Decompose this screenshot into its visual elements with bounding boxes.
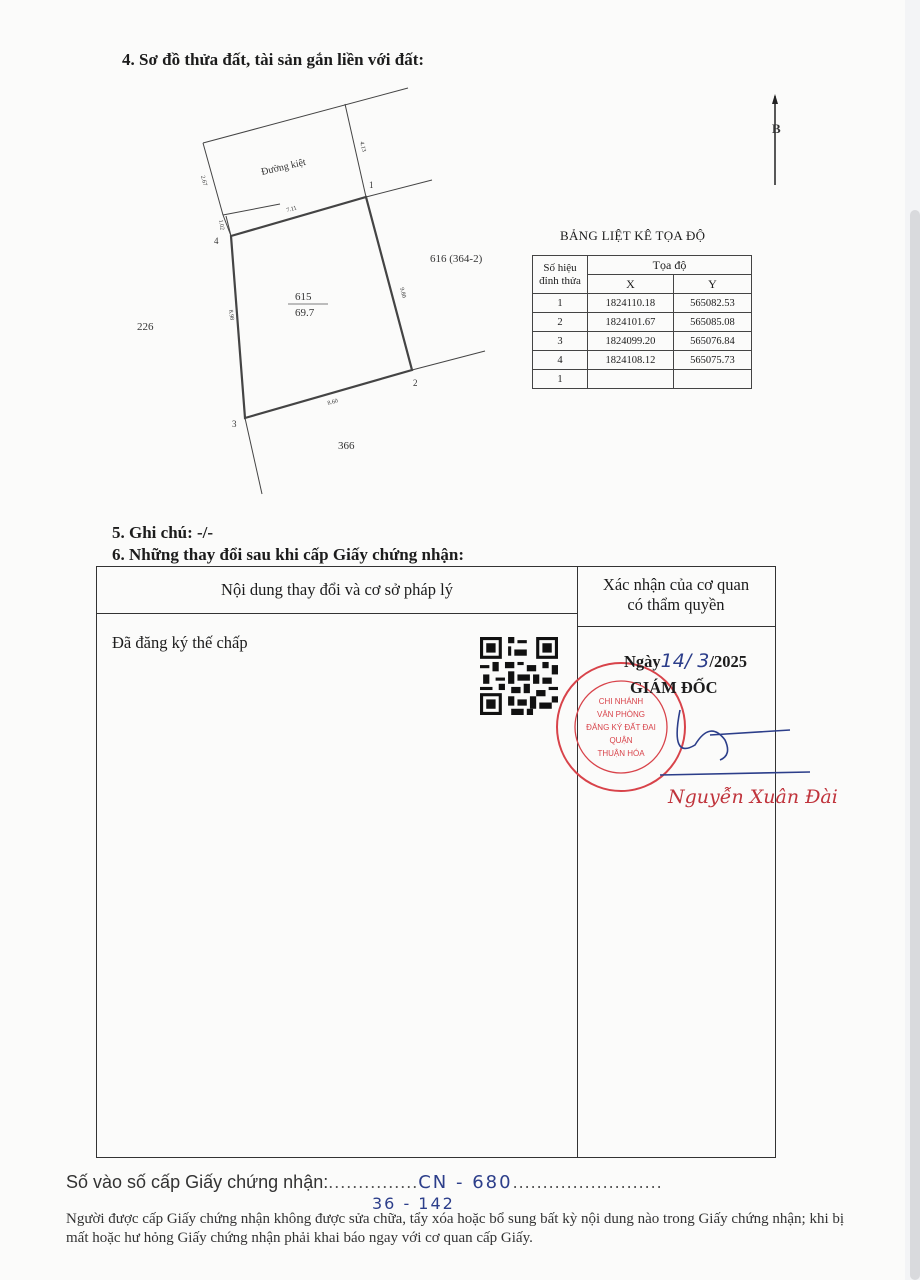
- vertex-3-label: 3: [232, 419, 237, 429]
- neighbor-boundary-se: [412, 351, 485, 370]
- changes-col2-header: [577, 567, 775, 627]
- section-6-title: 6. Những thay đổi sau khi cấp Giấy chứng nhận:: [112, 545, 465, 564]
- coord-x: 1824099.20: [588, 332, 674, 351]
- coord-y: 565085.08: [673, 313, 751, 332]
- coord-col-y: Y: [673, 275, 751, 294]
- register-value: CN - 680: [418, 1172, 513, 1193]
- edge-bottom-length: 8.60: [326, 398, 339, 407]
- edge-left-length: 8.98: [227, 309, 235, 321]
- stamp-line-5: THUẬN HÓA: [597, 749, 645, 758]
- coord-y: 565076.84: [673, 332, 751, 351]
- stamp-line-2: VĂN PHÒNG: [596, 710, 646, 719]
- vertex-1-label: 1: [369, 180, 374, 190]
- neighbor-right-label: 616 (364-2): [430, 253, 483, 265]
- table-row: [533, 332, 752, 351]
- stamp-line-4: QUẬN: [609, 736, 633, 745]
- coord-idx: 2: [533, 313, 588, 332]
- parcel-area: 69.7: [295, 307, 315, 319]
- coord-table-title: BẢNG LIỆT KÊ TỌA ĐỘ: [560, 228, 706, 243]
- section-5-title: 5. Ghi chú: -/-: [112, 523, 214, 542]
- confirmation-date: [624, 650, 747, 672]
- signature-drawing: [640, 700, 820, 790]
- changes-col1-header: Nội dung thay đổi và cơ sở pháp lý: [97, 567, 578, 614]
- north-arrow: [772, 94, 781, 185]
- date-suffix: /2025: [709, 652, 747, 671]
- neighbor-boundary-sw: [245, 418, 262, 494]
- section-4-title: 4. Sơ đồ thửa đất, tài sản gắn liền với đất:: [122, 50, 425, 69]
- coord-y: [673, 370, 751, 389]
- change-entry: Đã đăng ký thế chấp: [112, 633, 248, 652]
- north-label: B: [772, 121, 781, 136]
- vertex-4-label: 4: [214, 236, 219, 246]
- coord-y: 565075.73: [673, 351, 751, 370]
- coord-idx: 3: [533, 332, 588, 351]
- parcel-615-boundary: [231, 197, 412, 418]
- register-label: Số vào số cấp Giấy chứng nhận:: [66, 1172, 329, 1192]
- coord-y: 565082.53: [673, 294, 751, 313]
- road-left-length: 2.67: [199, 175, 208, 187]
- coord-x: 1824110.18: [588, 294, 674, 313]
- director-title: GIÁM ĐỐC: [630, 678, 718, 697]
- footer-notice: Người được cấp Giấy chứng nhận không được sửa chữa, tẩy xóa hoặc bổ sung bất kỳ nội dung nào trong Giấy chứng nhận; khi bị mất hoặc hư hỏng Giấy chứng nhận phải khai báo ngay với cơ quan cấp Giấy.: [66, 1211, 845, 1246]
- coord-col-index: Số hiệu đỉnh thửa: [533, 256, 588, 294]
- edge-top-length: 7.11: [285, 205, 298, 214]
- date-prefix: Ngày: [624, 652, 661, 671]
- neighbor-left-label: 226: [137, 321, 154, 333]
- coord-col-x: X: [588, 275, 674, 294]
- coord-idx: 4: [533, 351, 588, 370]
- coord-x: 1824108.12: [588, 351, 674, 370]
- coord-col-group: Tọa độ: [588, 256, 752, 275]
- changes-col2-header-line2: có thẩm quyền: [627, 595, 725, 614]
- coord-idx: 1: [533, 370, 588, 389]
- table-row: [533, 370, 752, 389]
- road-label: Đường kiệt: [260, 156, 307, 178]
- coord-table: [532, 255, 752, 389]
- register-sub-value: 36 - 142: [372, 1194, 455, 1213]
- table-row: [533, 294, 752, 313]
- date-handwritten: 14/ 3: [660, 650, 710, 672]
- coord-x: 1824101.67: [588, 313, 674, 332]
- edge-right-length: 9.80: [398, 287, 407, 299]
- changes-col2-header-line1: Xác nhận của cơ quan: [602, 575, 750, 594]
- stamp-line-1: CHI NHÁNH: [598, 697, 644, 706]
- qr-code-icon: [480, 636, 558, 716]
- vertical-scrollbar[interactable]: [910, 210, 920, 1280]
- register-dots: ...............: [328, 1172, 419, 1192]
- road-boundary-top: [203, 88, 408, 143]
- table-row: [533, 313, 752, 332]
- table-row: [533, 351, 752, 370]
- vertex-2-label: 2: [413, 378, 418, 388]
- road-right-length: 4.13: [358, 141, 367, 153]
- signer-name: Nguyễn Xuân Đài: [668, 786, 838, 808]
- parcel-number: 615: [295, 291, 312, 303]
- neighbor-boundary-ne: [366, 180, 432, 197]
- neighbor-bottom-label: 366: [338, 440, 355, 452]
- register-line: [66, 1172, 663, 1193]
- small-left-length: 1.02: [217, 219, 225, 231]
- stamp-line-3: ĐĂNG KÝ ĐẤT ĐAI: [586, 723, 656, 732]
- road-inner-line: [223, 204, 280, 215]
- parcel-map: [0, 0, 905, 520]
- coord-idx: 1: [533, 294, 588, 313]
- register-dots-after: .........................: [512, 1172, 663, 1192]
- coord-x: [588, 370, 674, 389]
